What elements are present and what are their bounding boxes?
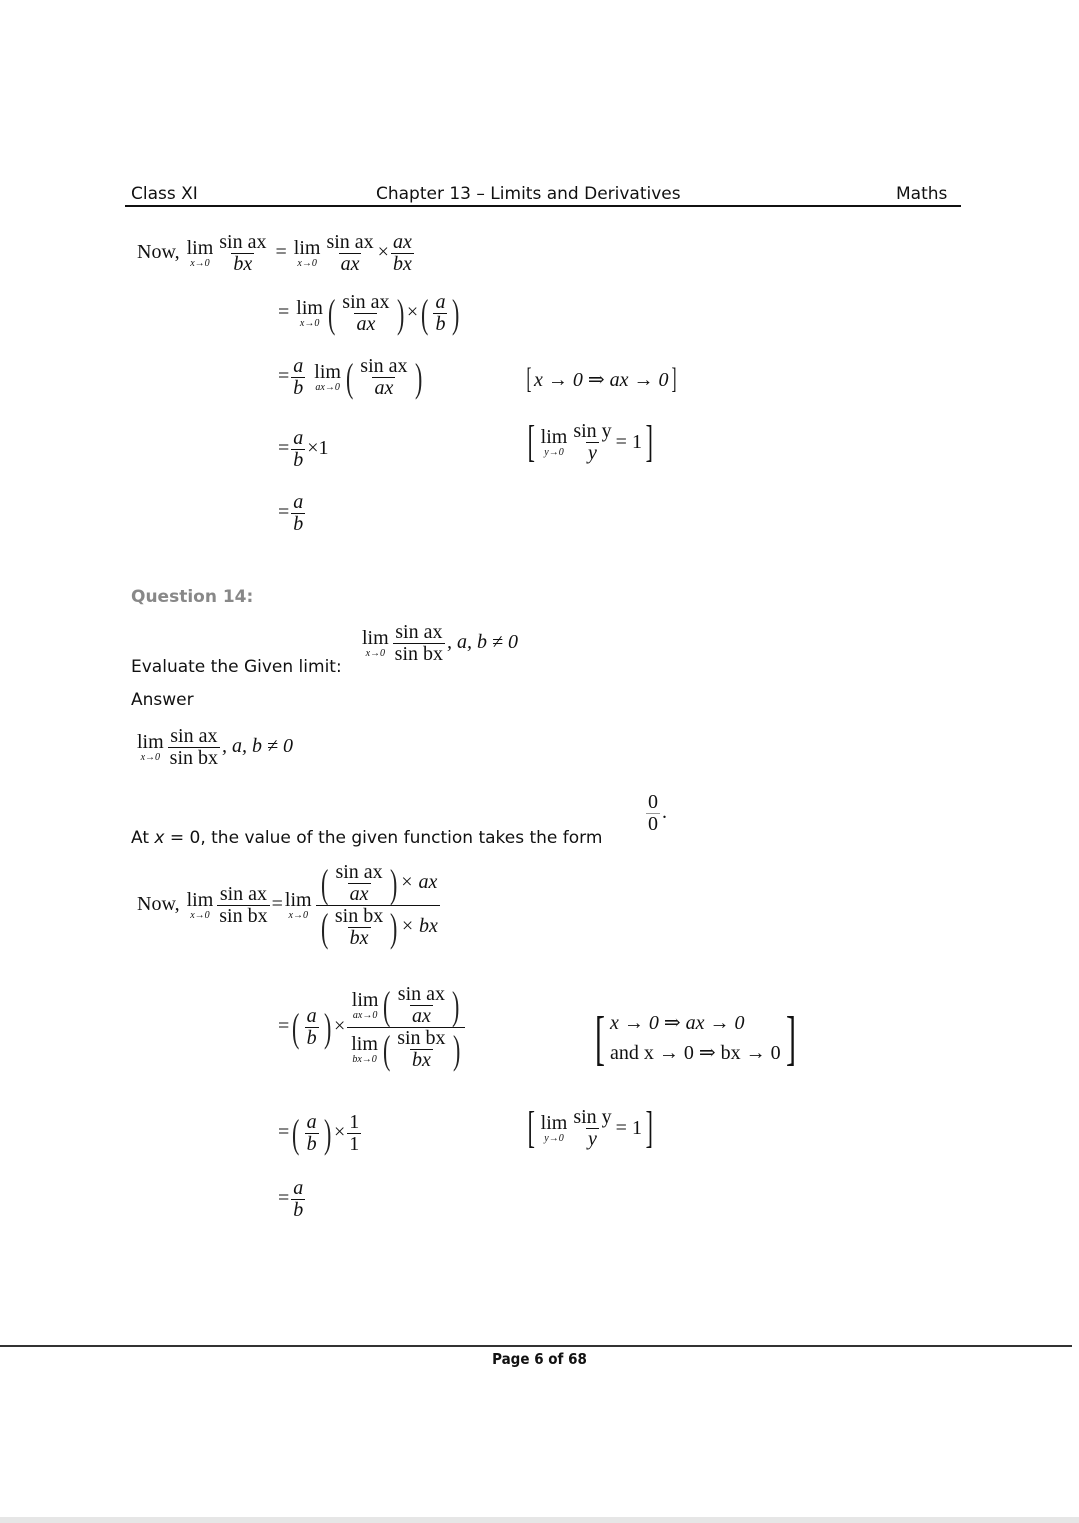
q14-step-1: Now, lim x→0 $\frac{\text{sin ax}}{\text{sin bx}}$ = lim x→0 ( $\frac{\text{sin ax}}{ax}$ ) × ax ( $\frac{\text{sin bx}}{bx}$ ) × bx [137, 860, 438, 950]
answer-expression: lim x→0 $\frac{\text{sin ax}}{\text{sin bx}}$ , a, b ≠ 0 [137, 725, 293, 769]
q13-step-2: = lim x→0 ( $\frac{\text{sin ax}}{ax}$ ) × ( $\frac{a}{b}$ ) [278, 290, 460, 336]
q13-step-5: = $\frac{a}{b}$ [278, 491, 304, 535]
q13-step-3: = $\frac{a}{b}$ lim ax→0 ( $\frac{\text{sin ax}}{ax}$ ) [278, 354, 422, 400]
q13-note-standard-limit: [ lim y→0 $\frac{\text{sin y}}{y}$ = 1 ] [527, 417, 653, 466]
question-expression: lim x→0 $\frac{\text{sin ax}}{\text{sin bx}}$ , a, b ≠ 0 [362, 621, 518, 665]
limit-operator: lim x→0 [293, 237, 321, 269]
fraction: $\frac{\text{sin ax}}{ax}$ [360, 355, 408, 399]
fraction: $\frac{a}{b}$ [293, 355, 304, 399]
page-bottom-edge [0, 1517, 1079, 1523]
q14-step-4: = $\frac{a}{b}$ [278, 1177, 304, 1221]
indeterminate-form-text: At x = 0, the value of the given function takes the form [131, 828, 603, 848]
limit-operator: lim x→0 [186, 237, 214, 269]
fraction: $\frac{\text{sin ax}}{ax}$ [326, 231, 374, 275]
header-subject: Maths [896, 184, 948, 204]
q14-step-3: = ( $\frac{a}{b}$ ) × $\frac{1}{1}$ [278, 1110, 360, 1156]
header-class: Class XI [131, 184, 198, 204]
q13-step-4: = $\frac{a}{b}$ ×1 [278, 427, 329, 471]
footer-divider [0, 1345, 1072, 1347]
question-prompt: Evaluate the Given limit: [131, 657, 342, 677]
q14-note-standard-limit: [ lim y→0 $\frac{\text{sin y}}{y}$ = 1 ] [527, 1103, 653, 1152]
fraction: $\frac{\text{sin ax}}{bx}$ [219, 231, 267, 275]
zero-over-zero: $\frac{0}{0}$ . [648, 791, 667, 835]
now-label: Now, [137, 241, 180, 264]
fraction: $\frac{\text{sin ax}}{ax}$ [342, 291, 390, 335]
compound-fraction: lim ax→0 ( $\frac{\text{sin ax}}{ax}$ ) lim bx→0 ( $\frac{\text{sin bx}}{bx}$ ) [347, 984, 465, 1071]
compound-fraction: ( $\frac{\text{sin ax}}{ax}$ ) × ax ( $\frac{\text{sin bx}}{bx}$ ) × bx [316, 862, 440, 949]
question-title: Question 14: [131, 587, 254, 607]
q14-note-substitution: [ x → 0 ⇒ ax → 0 and x → 0 ⇒ bx → 0 ] [594, 1005, 796, 1071]
header-chapter: Chapter 13 – Limits and Derivatives [376, 184, 681, 204]
q13-step-1: Now, lim x→0 $\frac{\text{sin ax}}{bx}$ = lim x→0 $\frac{\text{sin ax}}{ax}$ × $\frac{ax}{bx}$ [137, 231, 412, 275]
fraction: $\frac{a}{b}$ [293, 427, 304, 471]
q13-note-substitution: [ x → 0 ⇒ ax → 0 ] [526, 362, 677, 395]
limit-operator: lim ax→0 [314, 361, 341, 393]
answer-label: Answer [131, 690, 194, 710]
header-divider [125, 205, 961, 207]
page-number: Page 6 of 68 [492, 1350, 587, 1368]
fraction: $\frac{ax}{bx}$ [392, 231, 412, 275]
fraction: $\frac{a}{b}$ [435, 291, 446, 335]
q14-step-2: = ( $\frac{a}{b}$ ) × lim ax→0 ( $\frac{\text{sin ax}}{ax}$ ) lim bx→0 ( $\frac{\text{sin bx}}{bx}$ ) [278, 984, 467, 1071]
fraction: $\frac{a}{b}$ [293, 491, 304, 535]
limit-operator: lim x→0 [296, 297, 323, 329]
